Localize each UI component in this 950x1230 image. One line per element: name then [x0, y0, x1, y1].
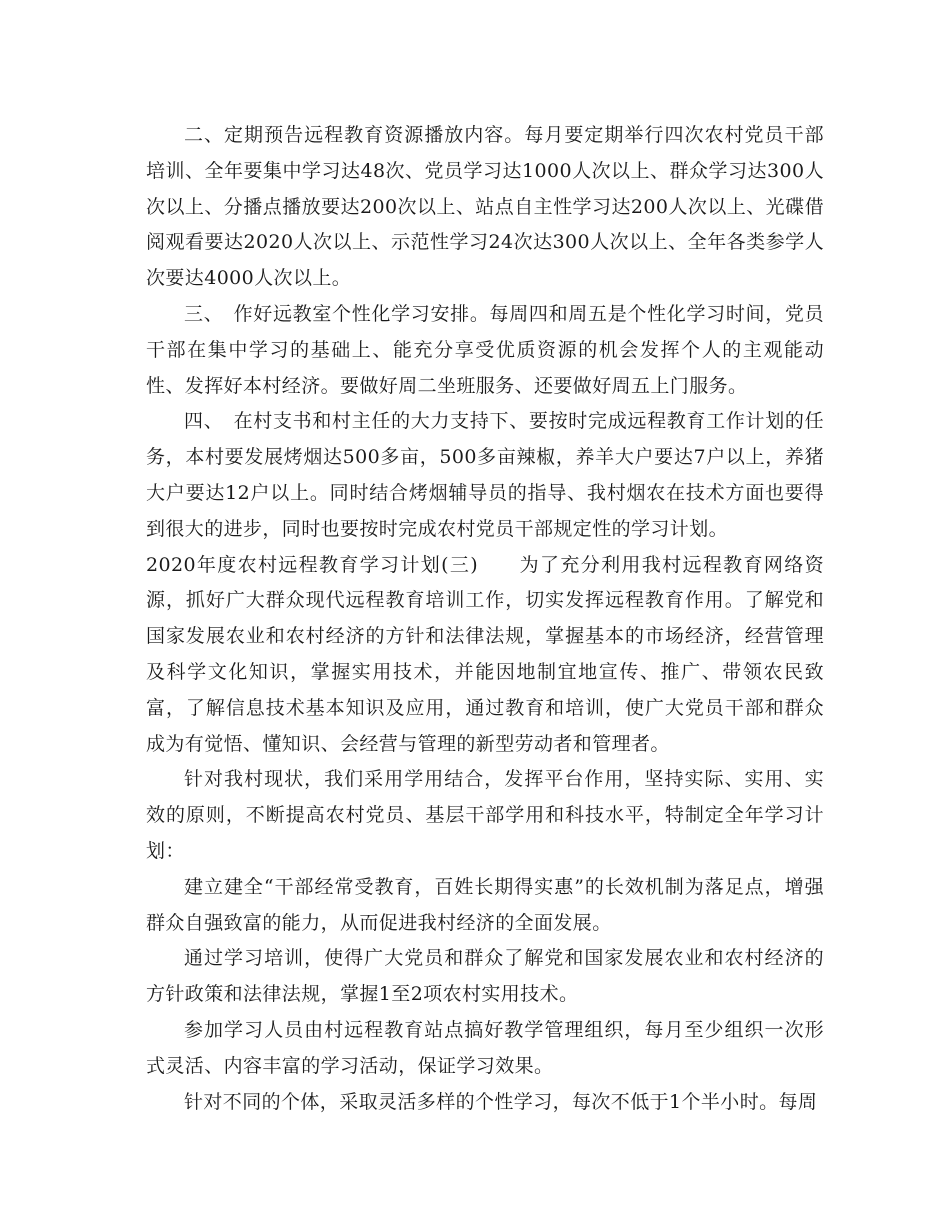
- paragraph-work-plan-tasks: 四、 在村支书和村主任的大力支持下、要按时完成远程教育工作计划的任务，本村要发展烤烟达500多亩，500多亩辣椒，养羊大户要达7户以上，养猪大户要达12户以上。同时结合烤烟辅导员的指导、我村烟农在技术方面也要得到很大的进步，同时也要按时完成农村党员干部规定性的学习计划。: [146, 410, 824, 540]
- paragraph-personalized-study: 三、 作好远教室个性化学习安排。每周四和周五是个性化学习时间，党员干部在集中学习的基础上、能充分享受优质资源的机会发挥个人的主观能动性、发挥好本村经济。要做好周二坐班服务、还要做好周五上门服务。: [146, 302, 824, 397]
- paragraph-plan-three-intro: 2020年度农村远程教育学习计划(三) 为了充分利用我村远程教育网络资源，抓好广大群众现代远程教育培训工作，切实发挥远程教育作用。了解党和国家发展农业和农村经济的方针和法律法规，掌握基本的市场经济，经营管理及科学文化知识，掌握实用技术，并能因地制宜地宣传、推广、带领农民致富，了解信息技术基本知识及应用，通过教育和培训，使广大党员干部和群众成为有觉悟、懂知识、会经营与管理的新型劳动者和管理者。: [146, 553, 824, 755]
- paragraph-monthly-activity: 参加学习人员由村远程教育站点搞好教学管理组织，每月至少组织一次形式灵活、内容丰富的学习活动，保证学习效果。: [146, 1018, 824, 1077]
- paragraph-scheduled-broadcast: 二、定期预告远程教育资源播放内容。每月要定期举行四次农村党员干部培训、全年要集中学习达48次、党员学习达1000人次以上、群众学习达300人次以上、分播点播放要达200次以上、站点自主性学习达200人次以上、光碟借阅观看要达2020人次以上、示范性学习24次达300人次以上、全年各类参学人次要达4000人次以上。: [146, 124, 824, 290]
- paragraph-individual-study: 针对不同的个体，采取灵活多样的个性学习，每次不低于1个半小时。每周: [184, 1090, 818, 1113]
- paragraph-village-status: 针对我村现状，我们采用学用结合，发挥平台作用，坚持实际、实用、实效的原则，不断提高农村党员、基层干部学用和科技水平，特制定全年学习计划：: [146, 768, 824, 862]
- paragraph-training-goals: 通过学习培训，使得广大党员和群众了解党和国家发展农业和农村经济的方针政策和法律法规，掌握1至2项农村实用技术。: [146, 947, 824, 1006]
- paragraph-long-term-mechanism: 建立建全“干部经常受教育，百姓长期得实惠”的长效机制为落足点，增强群众自强致富的能力，从而促进我村经济的全面发展。: [146, 875, 824, 934]
